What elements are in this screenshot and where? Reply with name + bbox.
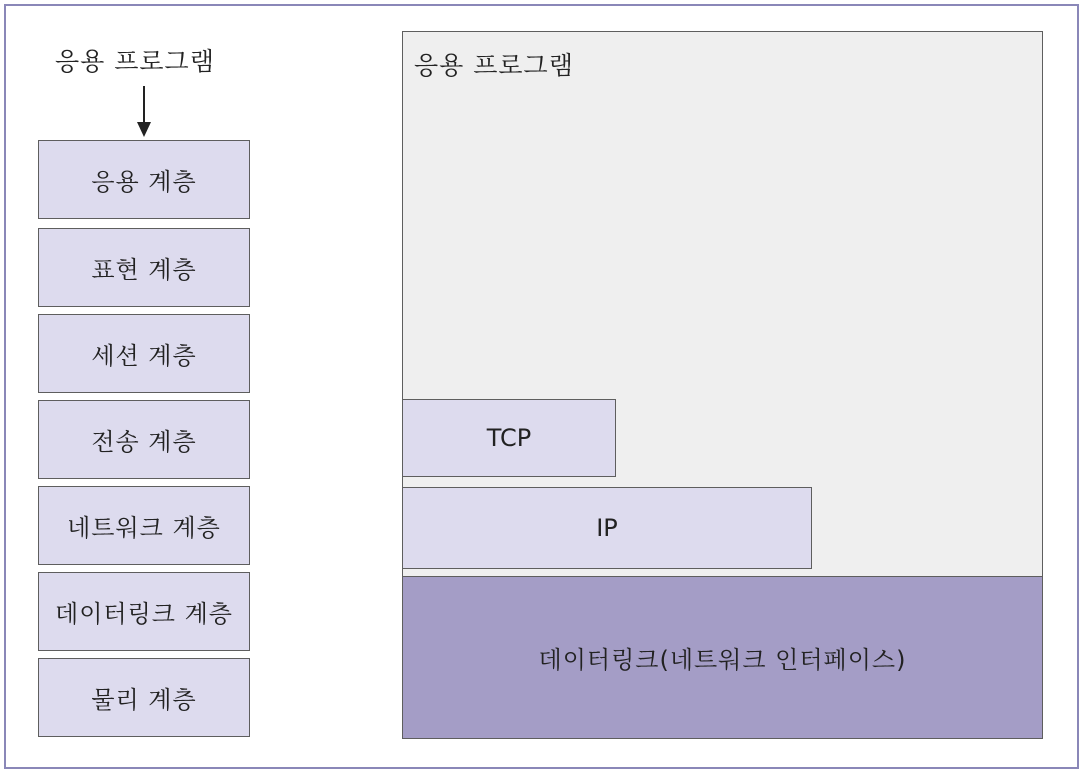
osi-layer-presentation: 표현 계층 [38,228,250,307]
tcpip-app-program-label: 응용 프로그램 [414,51,574,80]
tcp-box: TCP [402,399,616,477]
osi-app-program-label: 응용 프로그램 [55,47,215,76]
arrow-down-icon [133,86,155,138]
datalink-interface-box: 데이터링크(네트워크 인터페이스) [402,576,1043,739]
osi-layer-datalink: 데이터링크 계층 [38,572,250,651]
osi-layer-session: 세션 계층 [38,314,250,393]
osi-layer-application: 응용 계층 [38,140,250,219]
osi-layer-physical: 물리 계층 [38,658,250,737]
osi-layer-transport: 전송 계층 [38,400,250,479]
ip-box: IP [402,487,812,569]
osi-layer-network: 네트워크 계층 [38,486,250,565]
